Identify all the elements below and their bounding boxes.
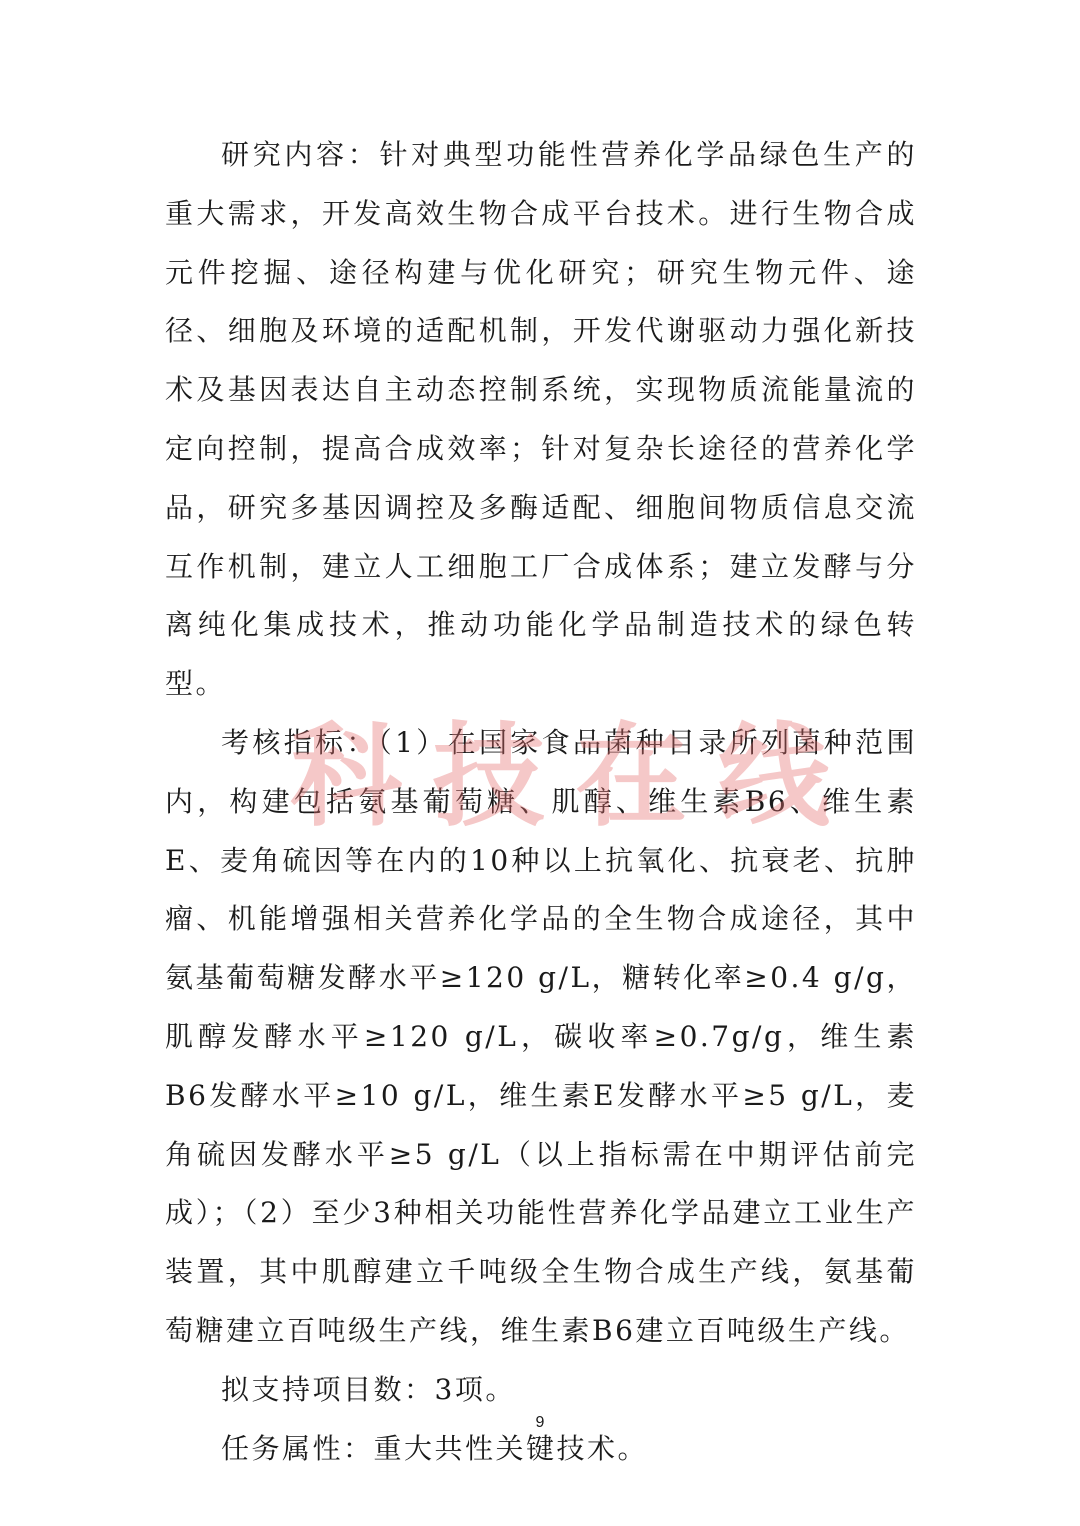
paragraph-task-attribute: 任务属性：重大共性关键技术。 bbox=[221, 1431, 649, 1465]
paragraph-assessment-indicators: 考核指标：（1）在国家食品菌种目录所列菌种范围内，构建包括氨基葡萄糖、肌醇、维生素B6、维生素E、麦角硫因等在内的10种以上抗氧化、抗衰老、抗肿瘤、机能增强相关营养化学品的全生物合成途径，其中氨基葡萄糖发酵水平≥120 g/L，糖转化率≥0.4 g/g，肌醇发酵水平≥120 g/L，碳收率≥0.7g/g，维生素B6发酵水平≥10 g/L，维生素E发酵水平≥5 g/L，麦角硫因发酵水平≥5 g/L（以上指标需在中期评估前完成）；（2）至少3种相关功能性营养化学品建立工业生产装置，其中肌醇建立千吨级全生物合成生产线，氨基葡萄糖建立百吨级生产线，维生素B6建立百吨级生产线。 bbox=[165, 725, 917, 1347]
document-body bbox=[165, 126, 917, 1478]
watermark-char: 线 bbox=[717, 711, 830, 842]
watermark-char: 技 bbox=[432, 711, 545, 842]
watermark-char: 科 bbox=[290, 711, 402, 842]
paragraph-project-count: 拟支持项目数：3项。 bbox=[221, 1372, 516, 1406]
paragraph-research-content: 研究内容：针对典型功能性营养化学品绿色生产的重大需求，开发高效生物合成平台技术。进行生物合成元件挖掘、途径构建与优化研究；研究生物元件、途径、细胞及环境的适配机制，开发代谢驱动力强化新技术及基因表达自主动态控制系统，实现物质流能量流的定向控制，提高合成效率；针对复杂长途径的营养化学品，研究多基因调控及多酶适配、细胞间物质信息交流互作机制，建立人工细胞工厂合成体系；建立发酵与分离纯化集成技术，推动功能化学品制造技术的绿色转型。 bbox=[165, 138, 917, 701]
watermark-char: 在 bbox=[575, 711, 688, 842]
page-number: 9 bbox=[535, 1414, 545, 1431]
